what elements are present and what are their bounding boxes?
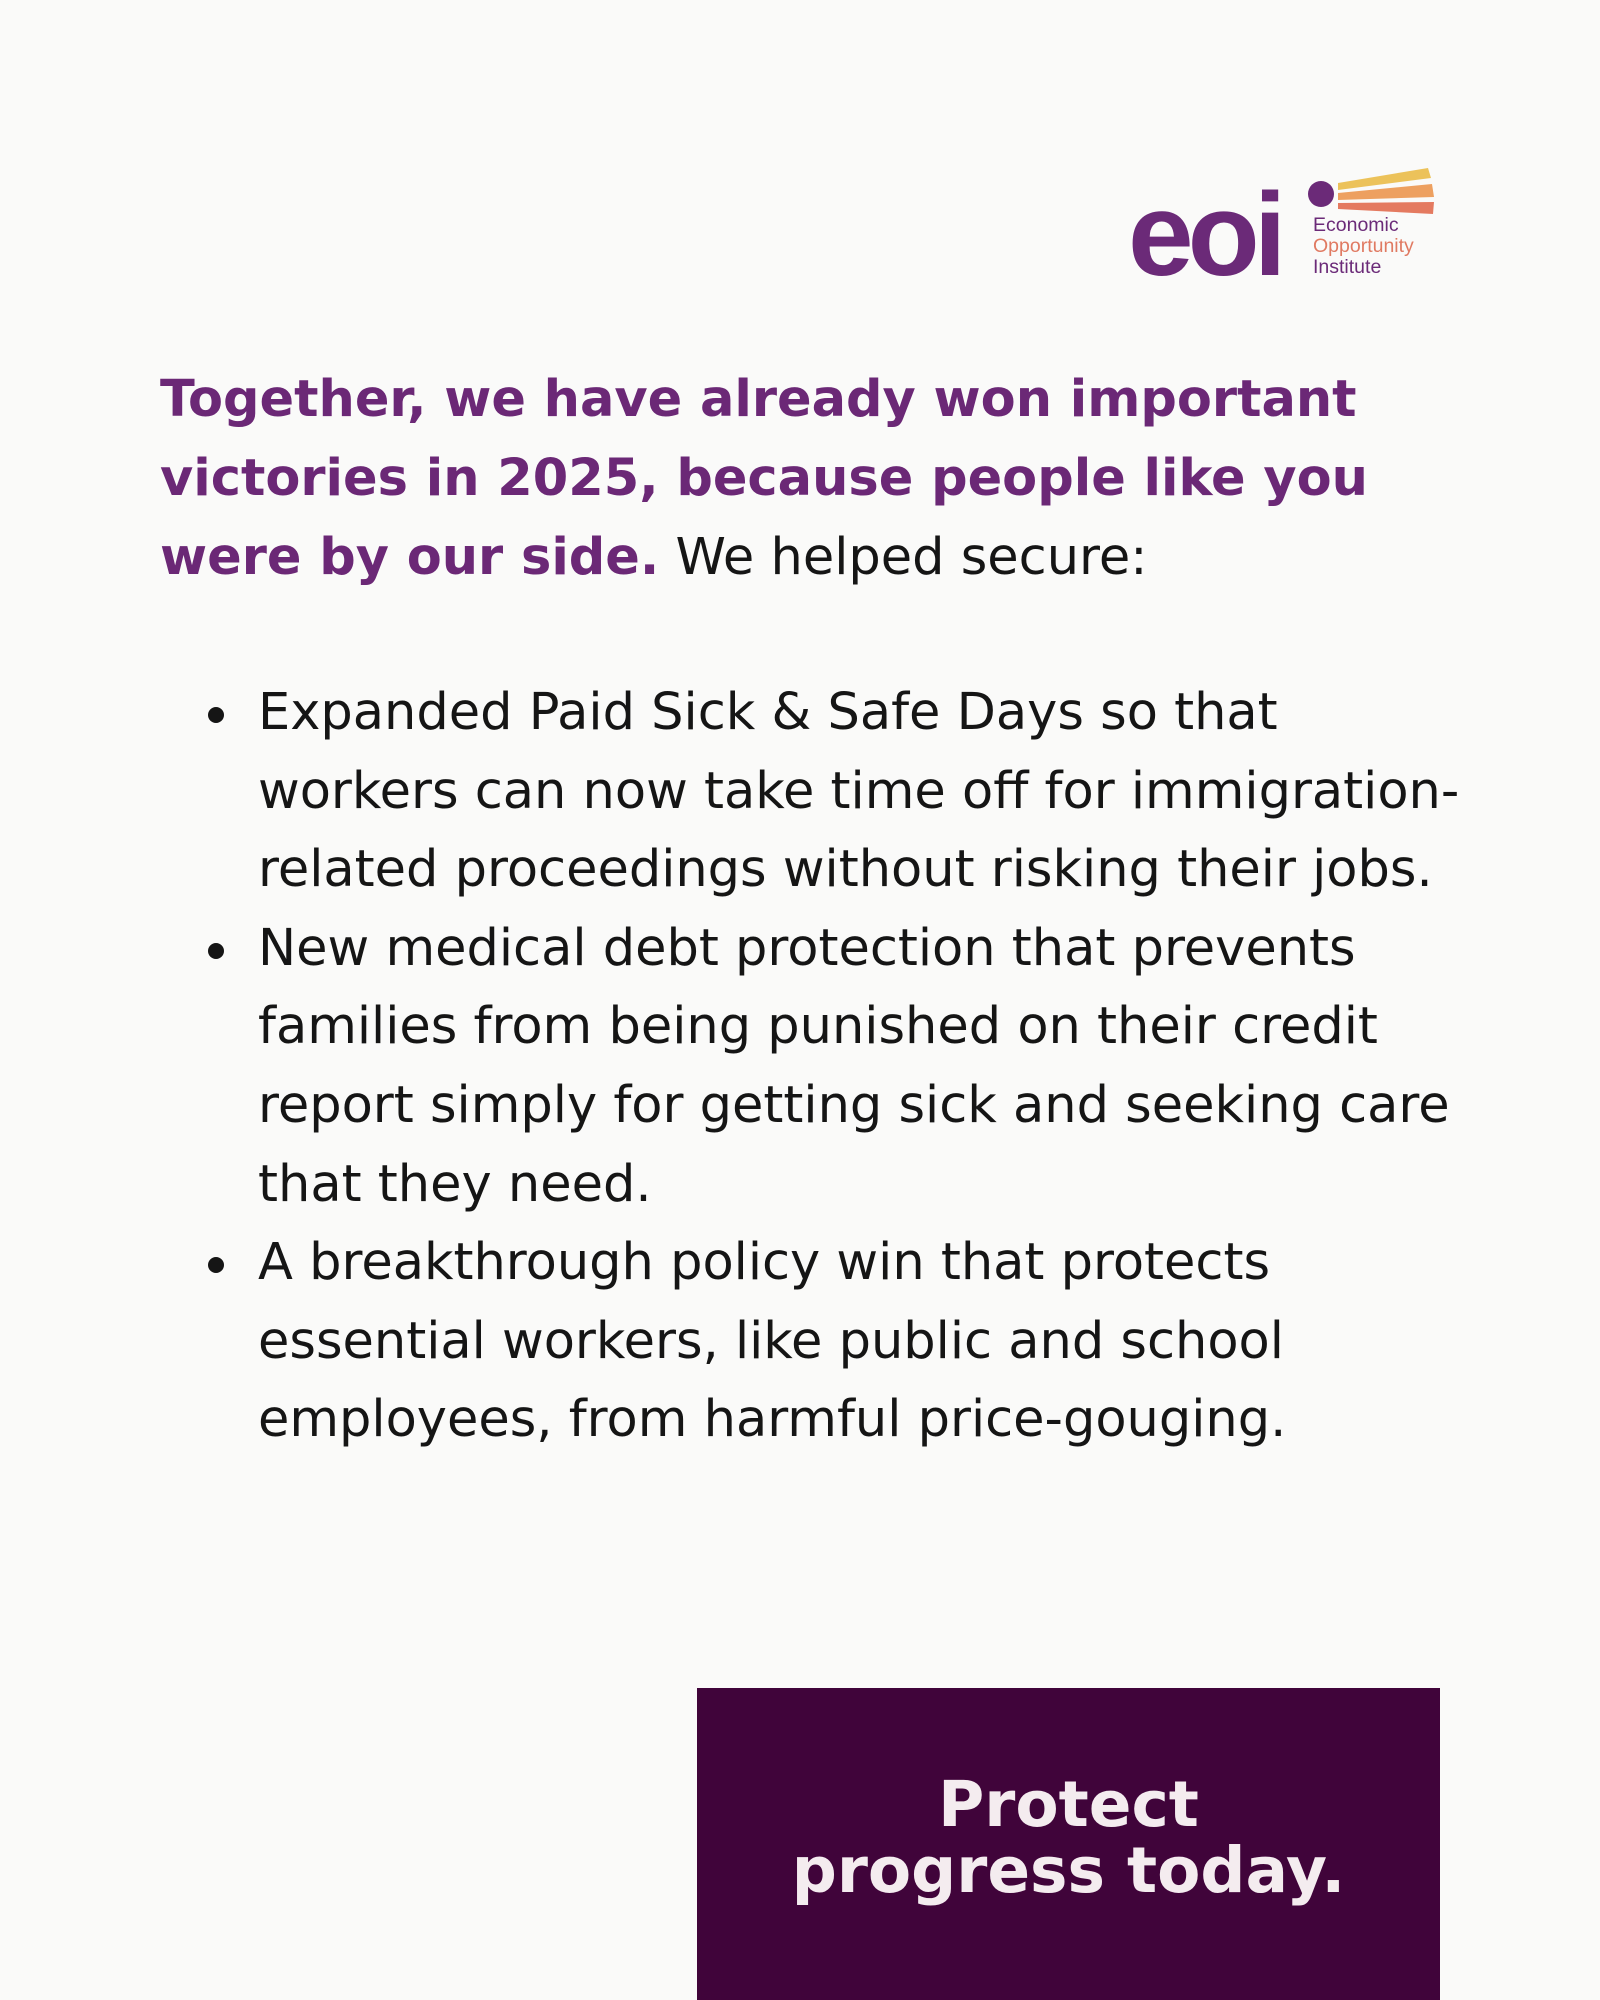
logo-ray-bottom bbox=[1338, 202, 1434, 214]
list-item bbox=[258, 674, 1468, 910]
bullet-icon bbox=[208, 707, 224, 723]
cta-line-2: progress today. bbox=[791, 1834, 1346, 1907]
list-item bbox=[258, 910, 1468, 1224]
cta-box bbox=[697, 1688, 1440, 2000]
victories-list bbox=[258, 674, 1468, 1460]
cta-heading bbox=[697, 1768, 1440, 1907]
logo-i-dot bbox=[1308, 181, 1334, 207]
cta-line-1: Protect bbox=[938, 1768, 1199, 1841]
logo-wordmark: eoi bbox=[1128, 169, 1281, 301]
logo-text bbox=[1313, 215, 1414, 278]
bullet-icon bbox=[208, 1257, 224, 1273]
intro-paragraph bbox=[160, 360, 1460, 597]
intro-emphasis: Together, we have already won important victories in 2025, because people like you were by our side. bbox=[160, 370, 1368, 587]
victory-text: Expanded Paid Sick & Safe Days so that workers can now take time off for immigration-related proceedings without risking their jobs. bbox=[258, 683, 1460, 900]
logo-line-opportunity: Opportunity bbox=[1313, 235, 1414, 257]
list-item bbox=[258, 1224, 1468, 1460]
victory-text: New medical debt protection that prevents families from being punished on their credit report simply for getting sick and seeking care that they need. bbox=[258, 918, 1450, 1214]
intro-rest: We helped secure: bbox=[659, 528, 1148, 587]
bullet-icon bbox=[208, 943, 224, 959]
logo-line-institute: Institute bbox=[1313, 256, 1382, 278]
eoi-logo bbox=[1128, 164, 1438, 301]
victory-text: A breakthrough policy win that protects essential workers, like public and school employees, from harmful price-gouging. bbox=[258, 1233, 1287, 1450]
logo-line-economic: Economic bbox=[1313, 214, 1399, 236]
